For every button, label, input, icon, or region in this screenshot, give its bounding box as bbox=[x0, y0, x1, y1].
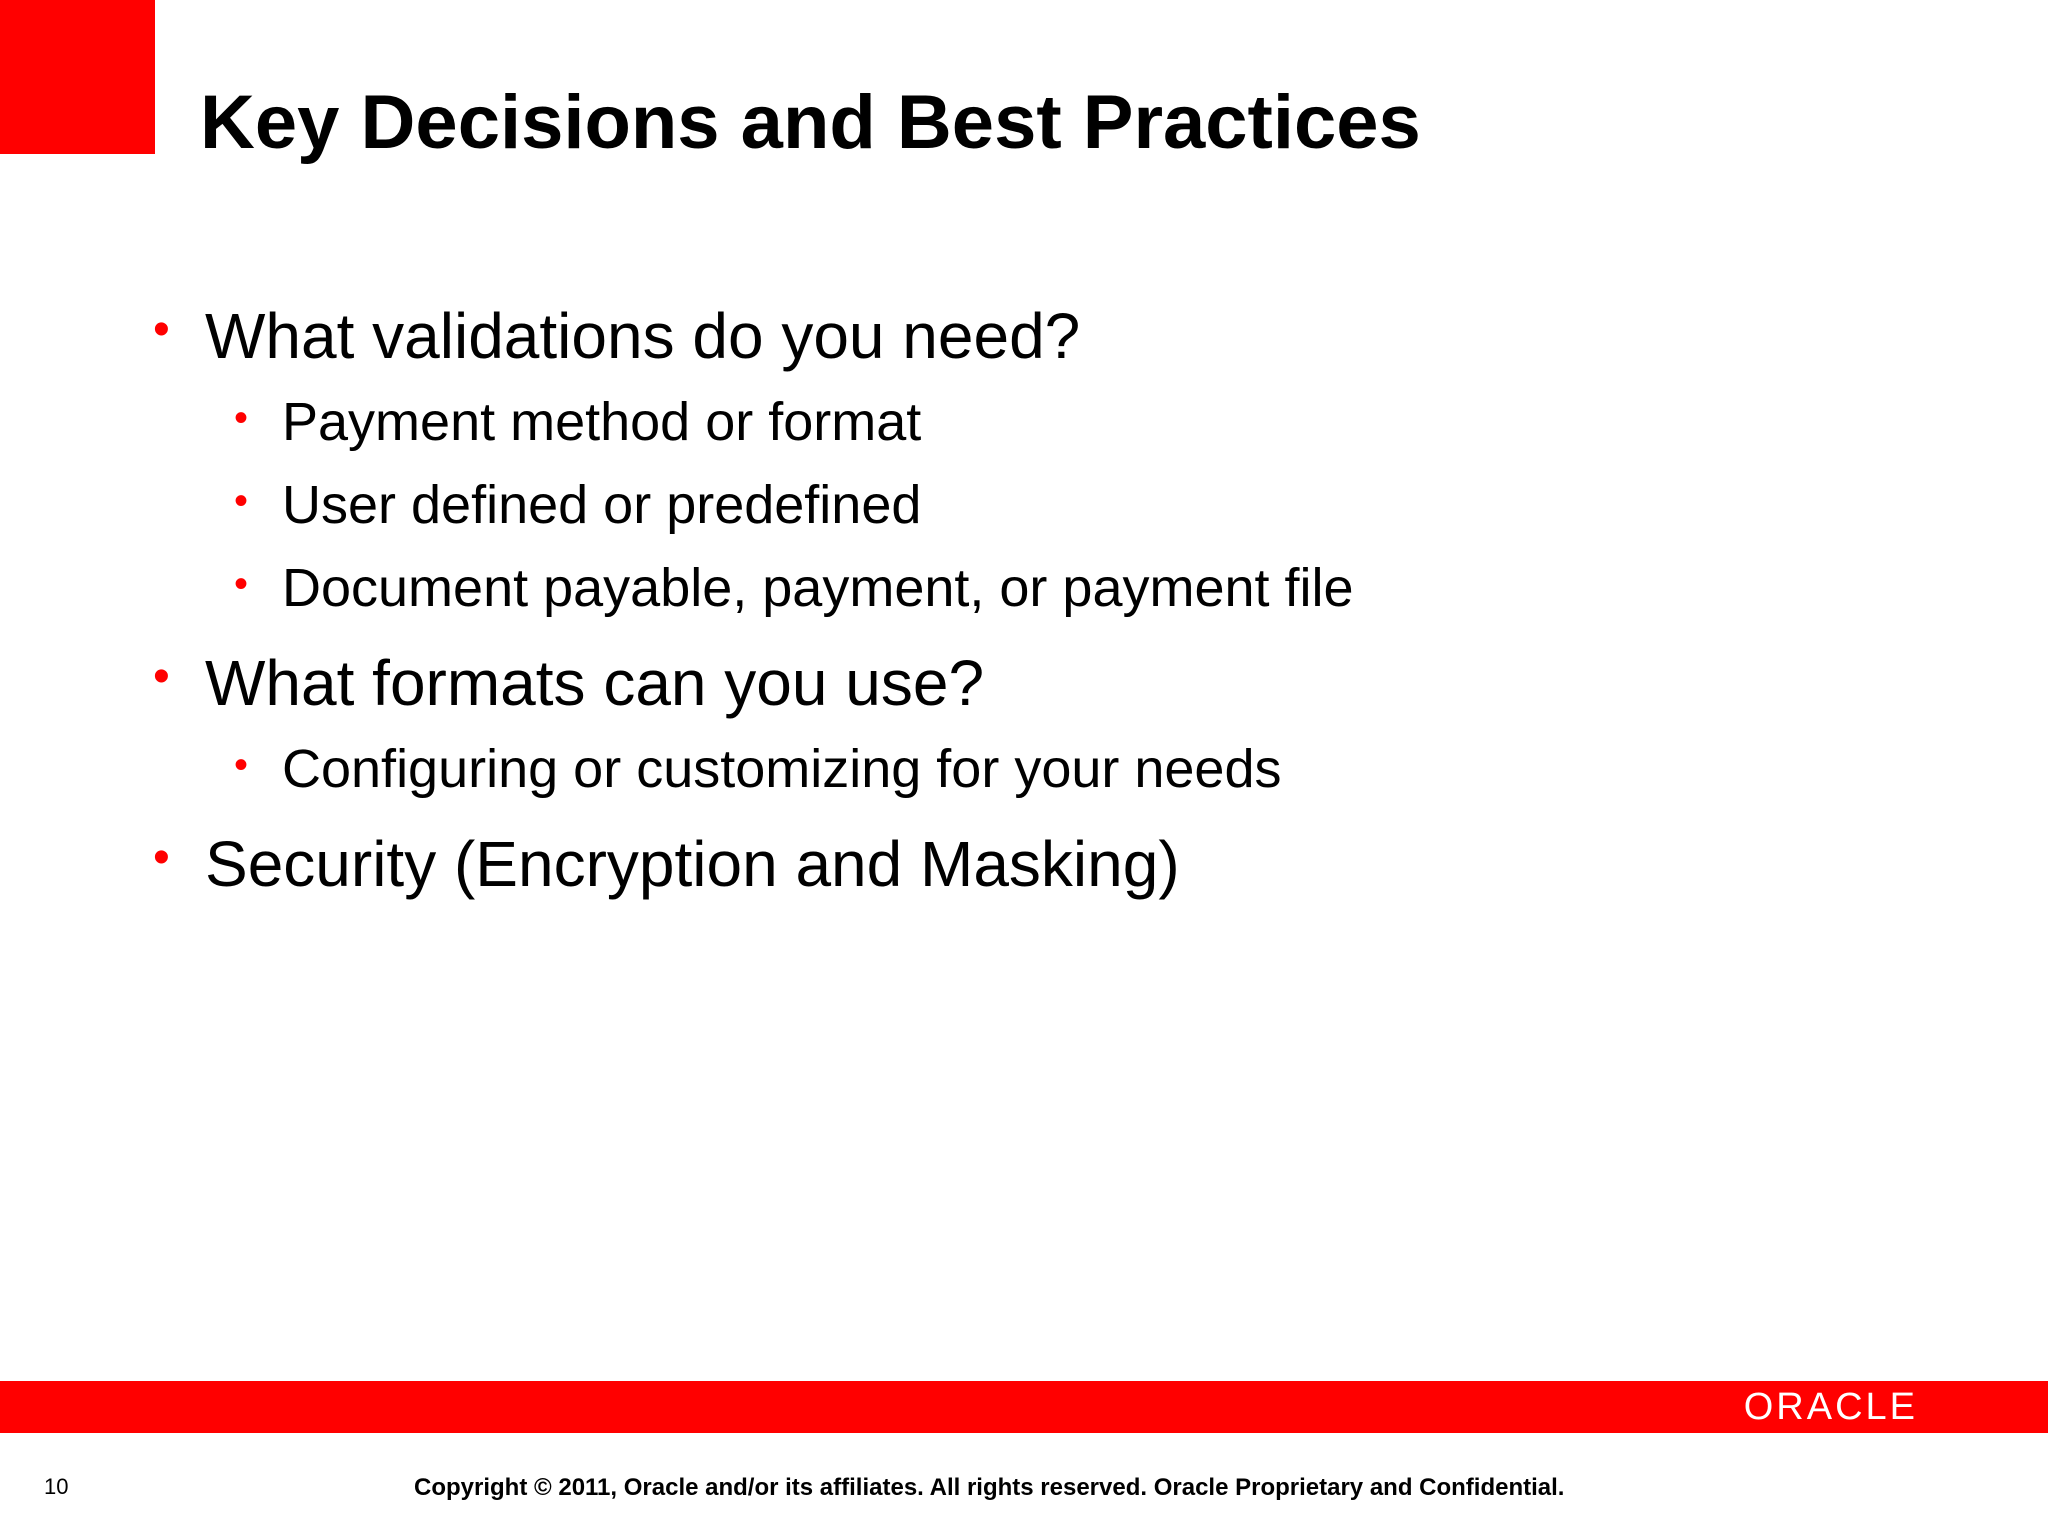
sub-bullet-item bbox=[234, 556, 1354, 620]
bullet-dot-icon: • bbox=[153, 303, 170, 356]
copyright-notice: Copyright © 2011, Oracle and/or its affiliates. All rights reserved. Oracle Proprietary and Confidential. bbox=[414, 1474, 1565, 1501]
slide-title: Key Decisions and Best Practices bbox=[200, 80, 1421, 165]
bullet-item bbox=[153, 645, 985, 721]
bullet-text: Payment method or format bbox=[282, 392, 922, 452]
bullet-text: Security (Encryption and Masking) bbox=[205, 828, 1180, 900]
bullet-dot-icon: • bbox=[153, 650, 170, 703]
bullet-item bbox=[153, 298, 1081, 374]
bullet-text: User defined or predefined bbox=[282, 475, 922, 535]
bullet-dot-icon: • bbox=[234, 562, 249, 606]
footer-bar bbox=[0, 1381, 2048, 1433]
sub-bullet-item bbox=[234, 390, 922, 454]
bullet-text: What formats can you use? bbox=[205, 647, 985, 719]
bullet-text: Document payable, payment, or payment file bbox=[282, 558, 1354, 618]
bullet-text: Configuring or customizing for your needs bbox=[282, 739, 1282, 799]
bullet-item bbox=[153, 826, 1180, 902]
oracle-logo: ORACLE bbox=[1743, 1386, 1918, 1428]
bullet-dot-icon: • bbox=[234, 396, 249, 440]
bullet-dot-icon: • bbox=[153, 831, 170, 884]
bullet-text: What validations do you need? bbox=[205, 300, 1081, 372]
sub-bullet-item bbox=[234, 473, 922, 537]
bullet-dot-icon: • bbox=[234, 743, 249, 787]
bullet-dot-icon: • bbox=[234, 479, 249, 523]
sub-bullet-item bbox=[234, 737, 1282, 801]
slide-number: 10 bbox=[44, 1474, 69, 1499]
